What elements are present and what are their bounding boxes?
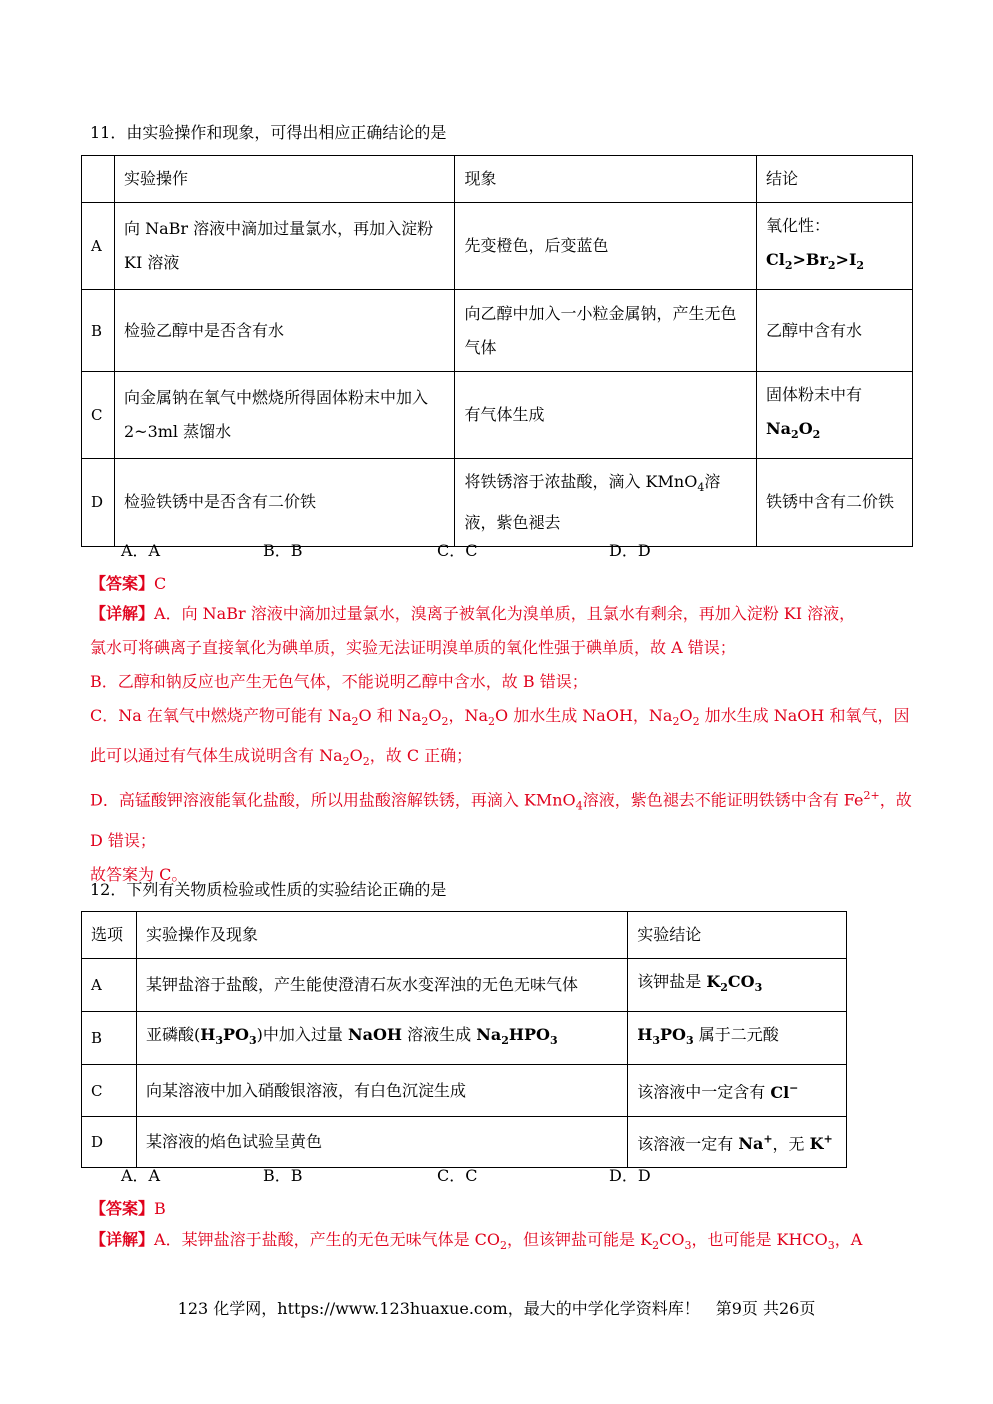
option-d: D．D <box>609 541 651 560</box>
row-label: D <box>82 459 115 546</box>
concl-formula: $Na_2O_2$ <box>766 419 821 442</box>
answer-tag: 【答案】 <box>90 1199 155 1218</box>
q12-table <box>81 911 847 1168</box>
concl-text: 氧化性： <box>766 216 831 235</box>
table-row <box>82 912 847 959</box>
row-op: 亚磷酸$(H_3PO_3)$中加入过量 NaOH 溶液生成 $Na_2HPO_3$ <box>136 1012 627 1065</box>
q11-header-concl: 结论 <box>757 156 913 203</box>
concl-text: 固体粉末中有 <box>766 385 863 405</box>
row-op: 某钾盐溶于盐酸，产生能使澄清石灰水变浑浊的无色无味气体 <box>136 959 627 1012</box>
detail-line: D．高锰酸钾溶液能氧化盐酸，所以用盐酸溶解铁锈，再滴入 KMnO$_4$溶液，紫色褪去不能证明铁锈中含有 $Fe^{2+}$，故 D 错误； <box>90 789 912 850</box>
q12-header-concl: 实验结论 <box>628 912 847 959</box>
table-cell <box>82 156 115 203</box>
detail-line: B．乙醇和钠反应也产生无色气体，不能说明乙醇中含水，故 B 错误； <box>90 672 588 691</box>
table-row <box>82 1065 847 1116</box>
row-label: B <box>82 1012 137 1065</box>
table-row <box>82 372 913 459</box>
q11-detail: 【详解】A．向 NaBr 溶液中滴加过量氯水，溴离子被氧化为溴单质，且氯水有剩余，再加入淀粉 KI 溶液， 氯水可将碘离子直接氧化为碘单质，实验无法证明溴单质的氧化性强于碘单质，故 A 错误； B．乙醇和钠反应也产生无色气体，不能说明乙醇中含水，故 B 错误； C．Na 在氧气中燃烧产物可能有 $Na_2O$ 和 $Na_2O_2$，$Na_2O$ 加水生成 NaOH，$Na_2O_2$ 加水生成 NaOH 和氧气，因此可以通过有气体生成说明含有 $Na_2O_2$，故 C 正确； D．高锰酸钾溶液能氧化盐酸，所以用盐酸溶解铁锈，再滴入 KMnO$_4$溶液，紫色褪去不能证明铁锈中含有 $Fe^{2+}$，故 D 错误； 故答案为 C。 <box>90 597 915 892</box>
row-label: B <box>82 290 115 372</box>
row-label: C <box>82 1065 137 1116</box>
option-c: C．C <box>437 541 478 560</box>
q11-header-phen: 现象 <box>455 156 757 203</box>
row-op: 向 NaBr 溶液中滴加过量氯水，再加入淀粉 KI 溶液 <box>114 203 454 290</box>
row-concl <box>757 372 913 459</box>
table-row <box>82 156 913 203</box>
q11-title: 11．由实验操作和现象，可得出相应正确结论的是 <box>90 123 447 142</box>
option-d: D．D <box>609 1166 651 1185</box>
answer-value: B <box>154 1199 166 1218</box>
page-footer: 123 化学网，https://www.123huaxue.com，最大的中学化学资料库！ 第9页 共26页 <box>177 1299 816 1318</box>
row-label: A <box>82 959 137 1012</box>
table-row <box>82 1116 847 1167</box>
row-concl: 铁锈中含有二价铁 <box>757 459 913 546</box>
table-row <box>82 959 847 1012</box>
row-concl: $H_3PO_3$ 属于二元酸 <box>628 1012 847 1065</box>
option-a: A．A <box>121 541 161 560</box>
row-op: 检验铁锈中是否含有二价铁 <box>114 459 454 546</box>
q12-title: 12．下列有关物质检验或性质的实验结论正确的是 <box>90 880 447 899</box>
concl-formula: $Cl_2>Br_2>I_2$ <box>766 250 865 273</box>
table-row <box>82 1012 847 1065</box>
q11-table <box>81 155 913 547</box>
row-concl <box>757 203 913 290</box>
row-label: D <box>82 1116 137 1167</box>
row-phen: 有气体生成 <box>455 372 757 459</box>
row-op: 向金属钠在氧气中燃烧所得固体粉末中加入 2~3ml 蒸馏水 <box>114 372 454 459</box>
q12-detail: 【详解】A．某钾盐溶于盐酸，产生的无色无味气体是 $CO_2$，但该钾盐可能是 $K_2CO_3$，也可能是 $KHCO_3$，A <box>90 1230 863 1253</box>
q12-header-op: 实验操作及现象 <box>136 912 627 959</box>
option-b: B．B <box>263 541 303 560</box>
row-op: 某溶液的焰色试验呈黄色 <box>136 1116 627 1167</box>
detail-line: 故答案为 C。 <box>90 864 188 884</box>
row-concl: 该钾盐是 $K_2CO_3$ <box>628 959 847 1012</box>
detail-tag: 【详解】 <box>90 604 155 623</box>
detail-line: C．Na 在氧气中燃烧产物可能有 $Na_2O$ 和 $Na_2O_2$，$Na_2O$ 加水生成 NaOH，$Na_2O_2$ 加水生成 NaOH 和氧气，因此可以通过有气体生成说明含有 $Na_2O_2$，故 C 正确； <box>90 706 910 769</box>
table-row <box>82 203 913 290</box>
q11-answer <box>90 571 166 594</box>
q12-header-option: 选项 <box>82 912 137 959</box>
option-c: C．C <box>437 1166 478 1185</box>
row-phen: 向乙醇中加入一小粒金属钠，产生无色气体 <box>455 290 757 372</box>
row-label: A <box>82 203 115 290</box>
answer-value: C <box>154 574 167 593</box>
q11-header-op: 实验操作 <box>114 156 454 203</box>
row-concl: 该溶液一定有 Na+，无 K+ <box>628 1116 847 1167</box>
option-a: A．A <box>121 1166 161 1185</box>
table-row <box>82 290 913 372</box>
row-phen: 将铁锈溶于浓盐酸，滴入 KMnO$_4$溶液，紫色褪去 <box>455 459 757 546</box>
detail-line: 氯水可将碘离子直接氧化为碘单质，实验无法证明溴单质的氧化性强于碘单质，故 A 错误； <box>90 638 736 657</box>
row-phen: 先变橙色，后变蓝色 <box>455 203 757 290</box>
option-b: B．B <box>263 1166 303 1185</box>
row-op: 向某溶液中加入硝酸银溶液，有白色沉淀生成 <box>136 1065 627 1116</box>
q12-answer <box>90 1196 166 1219</box>
row-concl: 乙醇中含有水 <box>757 290 913 372</box>
table-row <box>82 459 913 546</box>
detail-tag: 【详解】 <box>90 1230 155 1249</box>
row-label: C <box>82 372 115 459</box>
answer-tag: 【答案】 <box>90 574 155 593</box>
row-op: 检验乙醇中是否含有水 <box>114 290 454 372</box>
row-concl: 该溶液中一定含有 Cl− <box>628 1065 847 1116</box>
